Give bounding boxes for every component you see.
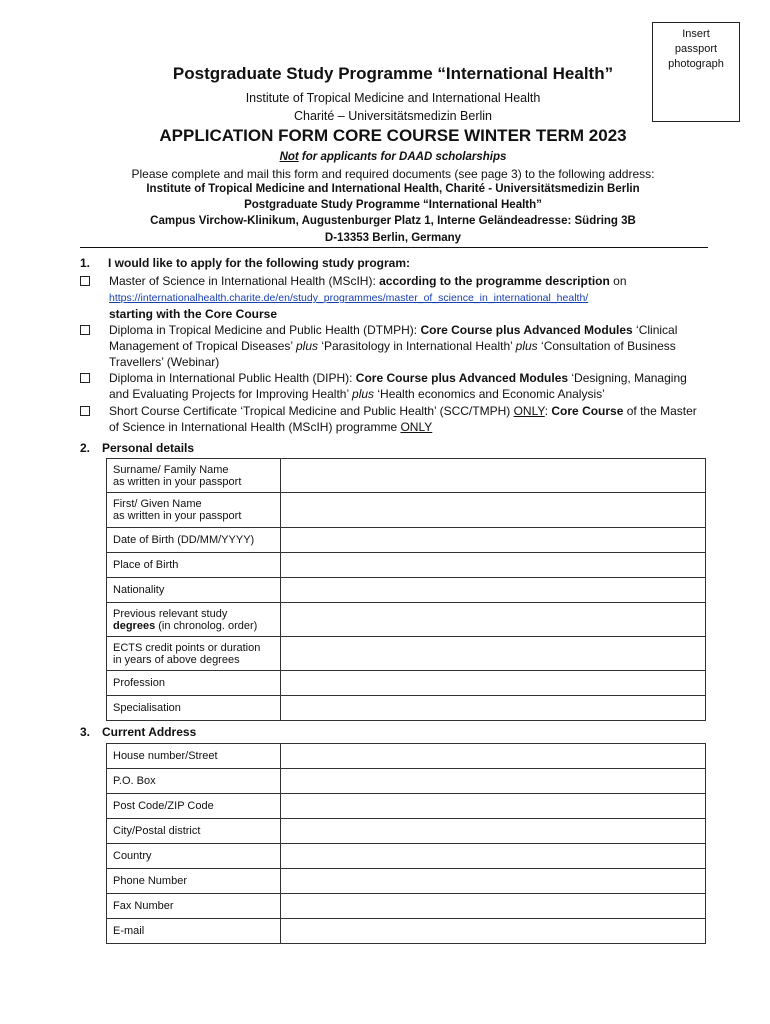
label-line: as written in your passport — [113, 510, 242, 522]
programme-title: Postgraduate Study Programme “International Health” — [172, 64, 614, 83]
table-row — [107, 794, 706, 819]
fax-field[interactable] — [281, 894, 706, 919]
field-label-given-name — [107, 493, 281, 528]
program-option-scc — [80, 403, 708, 435]
field-label-city: City/Postal district — [107, 819, 281, 844]
field-label-country: Country — [107, 844, 281, 869]
surname-field[interactable] — [281, 459, 706, 493]
table-row — [107, 844, 706, 869]
program-option-msc — [80, 273, 708, 322]
field-label-surname — [107, 459, 281, 493]
daad-note — [80, 151, 706, 163]
table-row — [107, 603, 706, 637]
field-label-profession: Profession — [107, 671, 281, 696]
specialisation-field[interactable] — [281, 696, 706, 721]
option-diph-module-1: ‘Designing, Managing and Evaluating Projects for Improving Health’ — [109, 371, 687, 401]
program-option-dtmph — [80, 322, 708, 370]
option-diph-text: Diploma in International Public Health (DIPH): — [109, 371, 356, 385]
option-scc-core: Core Course — [551, 404, 624, 418]
photo-box-line-1: Insert — [682, 28, 710, 40]
photo-box-line-2: passport — [674, 43, 718, 55]
option-diph-bold: Core Course plus Advanced Modules — [355, 371, 569, 385]
section-1-number: 1. — [80, 256, 91, 270]
section-2-title: Personal details — [102, 441, 195, 455]
field-label-degrees — [107, 603, 281, 637]
field-label-post-code: Post Code/ZIP Code — [107, 794, 281, 819]
section-2-number: 2. — [80, 441, 91, 455]
profession-field[interactable] — [281, 671, 706, 696]
place-of-birth-field[interactable] — [281, 553, 706, 578]
email-field[interactable] — [281, 919, 706, 944]
table-row — [107, 553, 706, 578]
street-field[interactable] — [281, 744, 706, 769]
field-label-place-of-birth: Place of Birth — [107, 553, 281, 578]
po-box-field[interactable] — [281, 769, 706, 794]
option-scc-rest: of the Master of Science in International Health (MScIH) programme — [109, 404, 697, 434]
option-scc-text: Short Course Certificate ‘Tropical Medicine and Public Health’ (SCC/TMPH) — [109, 404, 514, 418]
table-row — [107, 671, 706, 696]
table-row — [107, 744, 706, 769]
section-3-heading — [80, 725, 196, 739]
table-row — [107, 459, 706, 493]
daad-note-not: Not — [279, 151, 299, 163]
section-3-number: 3. — [80, 725, 91, 739]
option-msc-text: Master of Science in International Health (MScIH): — [109, 274, 380, 288]
option-dtmph-module-2: ‘Parasitology in International Health’ — [318, 339, 516, 353]
table-row — [107, 528, 706, 553]
option-msc-bold: according to the programme description — [379, 274, 610, 288]
address-line-3: Campus Virchow-Klinikum, Augustenburger Platz 1, Interne Geländeadresse: Südring 3B — [150, 215, 636, 227]
city-field[interactable] — [281, 819, 706, 844]
option-scc-only-1: ONLY — [513, 404, 545, 418]
option-scc-colon: : — [544, 404, 552, 418]
table-row — [107, 637, 706, 671]
option-scc-only-2: ONLY — [400, 420, 433, 434]
address-line-1: Institute of Tropical Medicine and International Health, Charité - Universitätsmedizin Berlin — [146, 183, 640, 195]
table-row — [107, 696, 706, 721]
section-1-heading — [80, 256, 410, 270]
checkbox-dtmph[interactable] — [80, 325, 90, 335]
field-label-dob: Date of Birth (DD/MM/YYYY) — [107, 528, 281, 553]
field-label-phone: Phone Number — [107, 869, 281, 894]
programme-link[interactable]: https://internationalhealth.charite.de/en/study_programmes/master_of_science_in_international_health/ — [109, 292, 589, 304]
photo-box-line-3: photograph — [668, 58, 724, 70]
field-label-specialisation: Specialisation — [107, 696, 281, 721]
form-title: APPLICATION FORM CORE COURSE WINTER TERM 2023 — [159, 126, 627, 145]
option-diph-plus: plus — [352, 387, 375, 401]
option-dtmph-plus-2: plus — [515, 339, 538, 353]
checkbox-scc[interactable] — [80, 406, 90, 416]
mail-instruction: Please complete and mail this form and required documents (see page 3) to the following address: — [131, 167, 655, 181]
table-row — [107, 493, 706, 528]
option-dtmph-module-1: ‘Clinical Management of Tropical Diseases’ — [109, 323, 678, 353]
university-name: Charité – Universitätsmedizin Berlin — [294, 109, 492, 123]
table-row — [107, 819, 706, 844]
option-dtmph-bold: Core Course plus Advanced Modules — [420, 323, 633, 337]
section-1-title: I would like to apply for the following study program: — [108, 256, 411, 270]
table-row — [107, 578, 706, 603]
option-msc-on: on — [609, 274, 627, 288]
checkbox-msc[interactable] — [80, 276, 90, 286]
field-label-po-box: P.O. Box — [107, 769, 281, 794]
current-address-table — [106, 743, 706, 944]
date-of-birth-field[interactable] — [281, 528, 706, 553]
daad-note-rest: for applicants for DAAD scholarships — [298, 151, 507, 163]
header-divider — [80, 247, 708, 248]
institute-name: Institute of Tropical Medicine and International Health — [245, 91, 541, 105]
field-label-nationality: Nationality — [107, 578, 281, 603]
ects-field[interactable] — [281, 637, 706, 671]
nationality-field[interactable] — [281, 578, 706, 603]
address-line-4: D-13353 Berlin, Germany — [324, 232, 462, 244]
option-dtmph-module-3: ‘Consultation of Business Travellers’ (Webinar) — [109, 339, 676, 369]
table-row — [107, 919, 706, 944]
option-diph-module-2: ‘Health economics and Economic Analysis’ — [374, 387, 605, 401]
label-line: in years of above degrees — [113, 653, 240, 666]
field-label-ects — [107, 637, 281, 671]
personal-details-table — [106, 458, 706, 721]
checkbox-diph[interactable] — [80, 373, 90, 383]
degrees-field[interactable] — [281, 603, 706, 637]
option-dtmph-plus-1: plus — [295, 339, 318, 353]
label-line: Previous relevant study — [113, 607, 228, 620]
address-line-2: Postgraduate Study Programme “International Health” — [244, 199, 542, 211]
post-code-field[interactable] — [281, 794, 706, 819]
section-3-title: Current Address — [102, 725, 197, 739]
section-2-heading — [80, 441, 194, 455]
program-option-diph — [80, 370, 708, 402]
label-line: as written in your passport — [113, 475, 242, 488]
label-line: Surname/ Family Name — [113, 463, 229, 476]
option-dtmph-text: Diploma in Tropical Medicine and Public Health (DTMPH): — [109, 323, 421, 337]
country-field[interactable] — [281, 844, 706, 869]
label-bold: degrees — [113, 619, 156, 632]
label-line: First/ Given Name — [113, 498, 202, 510]
table-row — [107, 769, 706, 794]
label-line: (in chronolog. order) — [155, 619, 258, 632]
field-label-email: E-mail — [107, 919, 281, 944]
phone-field[interactable] — [281, 869, 706, 894]
field-label-street: House number/Street — [107, 744, 281, 769]
field-label-fax: Fax Number — [107, 894, 281, 919]
option-msc-core: starting with the Core Course — [109, 307, 278, 321]
table-row — [107, 894, 706, 919]
table-row — [107, 869, 706, 894]
label-line: ECTS credit points or duration — [113, 641, 261, 654]
given-name-field[interactable] — [281, 493, 706, 528]
